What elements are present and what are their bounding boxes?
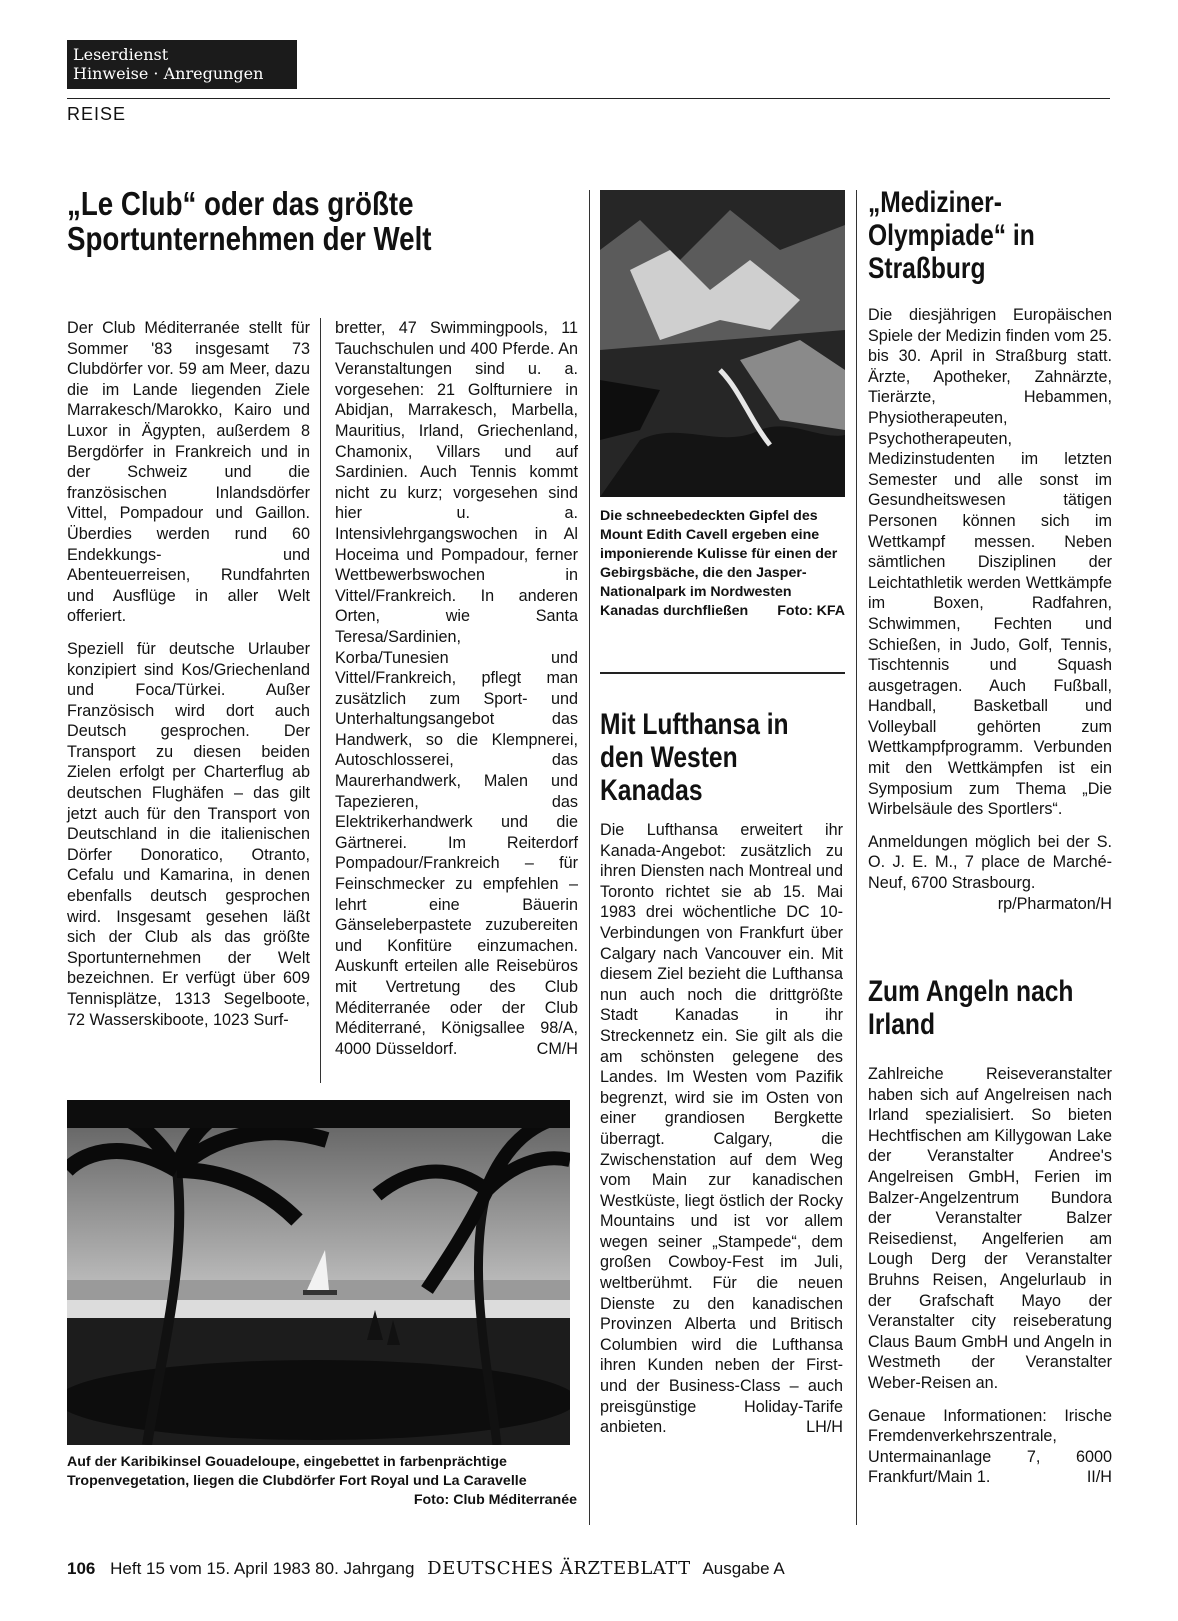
- issue-info: Heft 15 vom 15. April 1983 80. Jahrgang: [110, 1559, 415, 1578]
- article-angeln-paragraph-1: Zahlreiche Reiseveranstalter haben sich auf Angelreisen nach Irland spezialisiert. So bieten Hechtfischen am Killygowan Lake der Veranstalter Andree's Angelreisen GmbH, Ferien im Balzer-Angelzentrum Bundora der Veranstalter Balzer Reisedienst, Angelferien am Lough Derg der Veranstalter Bruhns Reisen, Angelurlaub in der Grafschaft Mayo der Veranstalter city reiseberatung Claus Baum GmbH und Angeln in Westmeth der Veranstalter Weber-Reisen an.: [868, 1065, 1112, 1392]
- article-mediziner-paragraph-2: [868, 832, 1112, 913]
- article-club-column-2: [335, 318, 578, 1059]
- article-mediziner-signature: rp/Pharmaton/H: [997, 894, 1112, 913]
- article-angeln-body: [868, 1064, 1112, 1500]
- kicker-line-1: Leserdienst: [73, 45, 169, 64]
- headline-mediziner-olympiade: „Mediziner-Olympiade“ in Straßburg: [868, 186, 1035, 285]
- header-rule: [67, 98, 1110, 99]
- page-number: 106: [67, 1559, 96, 1578]
- article-angeln-signature: II/H: [1086, 1468, 1112, 1487]
- beach-photo: [67, 1100, 570, 1445]
- mountain-photo-credit: Foto: KFA: [777, 603, 845, 619]
- article-lufthansa-signature: LH/H: [806, 1418, 843, 1437]
- article-mediziner-body: [868, 305, 1112, 914]
- headline-le-club: „Le Club“ oder das größte Sportunternehmen der Welt: [67, 185, 432, 257]
- column-divider-3: [856, 190, 857, 1525]
- page-footer: [67, 1558, 785, 1579]
- mountain-photo-image: [600, 190, 845, 497]
- mountain-photo-caption: [600, 507, 845, 621]
- kicker-line-2: Hinweise · Anregungen: [73, 64, 264, 83]
- column-divider-2: [589, 190, 590, 1525]
- article-club-paragraph-3: [335, 318, 578, 1059]
- article-club-paragraph-2: Speziell für deutsche Urlauber konzipiert sind Kos/Griechenland und Foca/Türkei. Außer Französisch wird dort auch Deutsch gesprochen. Der Transport zu diesen beiden Zielen erfolgt per Charterflug ab deutschen Flughäfen – das gilt jetzt auch für den Transport von Deutschland in die italienischen Dörfer Donoratico, Otranto, Cefalu und Kamarina, in denen ebenfalls deutsch gesprochen wird. Insgesamt gesehen läßt sich der Club als das größte Sportunternehmen der Welt bezeichnen. Er verfügt über 609 Tennisplätze, 1313 Segelboote, 72 Wasserskiboote, 1023 Surf-: [67, 639, 310, 1029]
- article-club-column-1: [67, 318, 310, 1042]
- article-club-paragraph-3-text: bretter, 47 Swimmingpools, 11 Tauchschulen und 400 Pferde. An Veranstaltungen sind u. a. vorgesehen: 21 Golfturniere in Abidjan, Marrakesch, Marbella, Mauritius, Irland, Griechenland, Chamonix, Villars und auf Sardinien. Auch Tennis kommt nicht zu kurz; vorgesehen sind hier u. a. Intensivlehrgangswochen in Al Hoceima und Pompadour, ferner Wettbewerbswochen in Vittel/Frankreich. In anderen Orten, wie Santa Teresa/Sardinien, Korba/Tunesien und Vittel/Frankreich, pflegt man zusätzlich zum Sport- und Unterhaltungsangebot das Handwerk, so die Klempnerei, Autoschlosserei, das Maurerhandwerk, Malen und Tapezieren, das Elektrikerhandwerk und die Gärtnerei. Im Reiterdorf Pompadour/Frankreich – für Feinschmecker zu empfehlen – lehrt eine Bäuerin Gänseleberpastete zuzubereiten und Konfitüre einzumachen. Auskunft erteilen alle Reisebüros mit Vertretung des Club Méditerranée oder der Club Méditerrané, Königsallee 98/A, 4000 Düsseldorf.: [335, 319, 578, 1058]
- article-mediziner-paragraph-1: Die diesjährigen Europäischen Spiele der Medizin finden vom 25. bis 30. April in Straßburg statt. Ärzte, Apotheker, Zahnärzte, Tierärzte, Hebammen, Physiotherapeuten, Psychotherapeuten, Medizinstudenten im letzten Semester und alle sonst im Gesundheitswesen tätigen Personen können sich im Wettkampf messen. Neben sämtlichen Disziplinen der Leichtathletik werden Wettkämpfe im Boxen, Radfahren, Schwimmen, Fechten und Schießen, in Judo, Golf, Tennis, Tischtennis und Squash ausgetragen. Auch Fußball, Handball, Basketball und Volleyball gehörten zum Wettkampfprogramm. Verbunden mit den Wettkämpfen ist ein Symposium zum Thema „Die Wirbelsäule des Sportlers“.: [868, 306, 1112, 819]
- section-divider: [600, 672, 845, 674]
- beach-photo-caption: [67, 1453, 577, 1510]
- article-lufthansa-text: Die Lufthansa erweitert ihr Kanada-Angebot: zusätzlich zu ihren Diensten nach Montreal und Toronto richtet sie ab 15. Mai 1983 drei wöchentliche DC 10-Verbindungen von Frankfurt über Calgary nach Vancouver ein. Mit diesem Ziel bezieht die Lufthansa nun auch noch die drittgrößte Stadt Kanadas in ihr Streckennetz ein. Sie gilt als die am schönsten gelegene des Landes. Im Westen vom Pazifik begrenzt, wird sie im Osten von einer grandiosen Bergkette überragt. Calgary, die Zwischenstation auf dem Weg vom Main zur kanadischen Westküste, liegt östlich der Rocky Mountains und ist vor allem wegen seiner „Stampede“, dem großen Cowboy-Fest im Juli, weltberühmt. Für die neuen Dienste zu den kanadischen Provinzen Alberta und Britisch Columbien wird die Lufthansa ihren Kunden neben der First- und der Business-Class – auch preisgünstige Holiday-Tarife anbieten.: [600, 821, 843, 1437]
- beach-caption-text: Auf der Karibikinsel Gouadeloupe, eingebettet in farbenprächtige Tropenvegetation, liegen die Clubdörfer Fort Royal und La Caravelle: [67, 1454, 527, 1489]
- section-kicker-box: [67, 40, 297, 89]
- article-club-signature: CM/H: [536, 1039, 578, 1058]
- article-angeln-paragraph-2: [868, 1406, 1112, 1488]
- column-divider-1: [320, 318, 321, 1083]
- article-club-paragraph-1: Der Club Méditerranée stellt für Sommer '83 insgesamt 73 Clubdörfer vor. 59 am Meer, dazu die im Lande liegenden Ziele Marrakesch/Marokko, Kairo und Luxor in Ägypten, außerdem 8 Bergdörfer in Frankreich und in der Schweiz und die französischen Inlandsdörfer Vittel, Pompadour und Gaillon. Überdies werden rund 60 Endekkungs- und Abenteuerreisen, Rundfahrten und Ausflüge in aller Welt offeriert.: [67, 319, 310, 626]
- headline-lufthansa: Mit Lufthansa in den Westen Kanadas: [600, 708, 789, 807]
- mountain-caption-text: Die schneebedeckten Gipfel des Mount Edith Cavell ergeben eine imponierende Kulisse für einen der Gebirgsbäche, die den Jasper-Nationalpark im Nordwesten Kanadas durchfließen: [600, 508, 838, 619]
- article-mediziner-paragraph-2-text: Anmeldungen möglich bei der S. O. J. E. M., 7 place de Marché-Neuf, 6700 Strasbourg.: [868, 832, 1112, 893]
- section-label: REISE: [67, 104, 127, 124]
- mountain-photo: [600, 190, 845, 497]
- article-lufthansa-paragraph: [600, 820, 843, 1438]
- edition-label: Ausgabe A: [702, 1559, 785, 1578]
- article-angeln-paragraph-2-text: Genaue Informationen: Irische Fremdenverkehrszentrale, Untermainanlage 7, 6000 Frankfurt/Main 1.: [868, 1406, 1112, 1487]
- magazine-title: DEUTSCHES ÄRZTEBLATT: [427, 1558, 691, 1579]
- article-lufthansa-body: [600, 820, 843, 1438]
- beach-photo-image: [67, 1100, 570, 1445]
- beach-photo-credit: Foto: Club Méditerranée: [413, 1492, 577, 1508]
- headline-angeln: Zum Angeln nach Irland: [868, 975, 1074, 1041]
